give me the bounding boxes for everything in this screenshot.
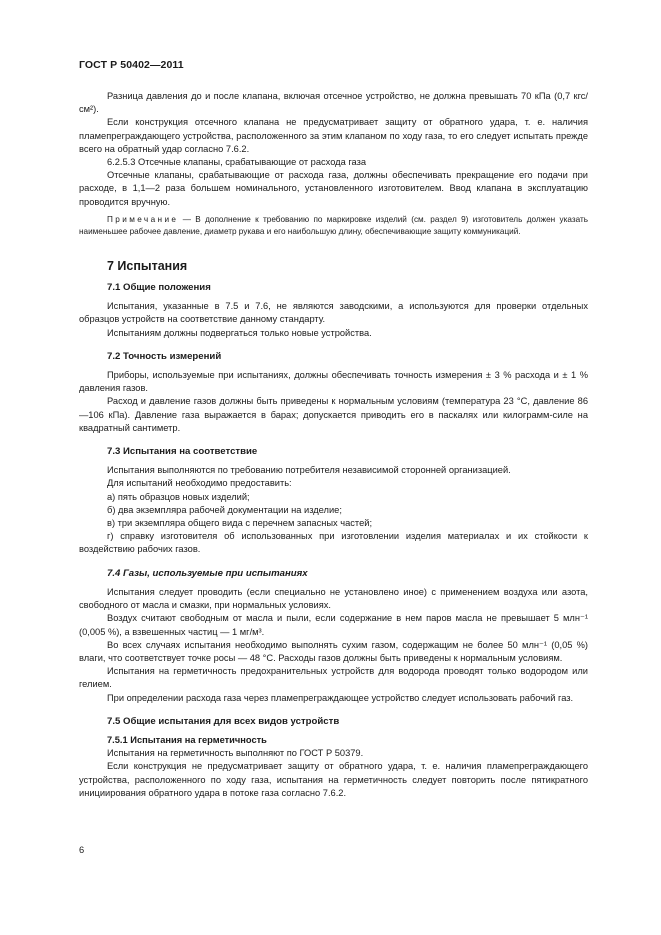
paragraph: Во всех случаях испытания необходимо выполнять сухим газом, содержащим не более 50 млн⁻¹ (0,05 %) влаги, что соответствует точке росы — 48 °С. Расходы газов должны быть приведены к нормальным условиям. xyxy=(79,639,588,663)
note-dash: — xyxy=(178,214,196,224)
clause-heading: 6.2.5.3 Отсечные клапаны, срабатывающие от расхода газа xyxy=(107,157,367,168)
section-7-2-title: 7.2 Точность измерений xyxy=(107,350,222,362)
paragraph: Расход и давление газов должны быть приведены к нормальным условиям (температура 23 °С, давление 86—106 кПа). Давление газа выражается в барах; допускается приводить его в паскалях или килограмм-силе на квадратный сантиметр. xyxy=(79,396,588,433)
list-item: а) пять образцов новых изделий; xyxy=(107,491,250,502)
paragraph: Испытания следует проводить (если специально не установлено иное) с применением воздуха или азота, свободного от масла и смазки, при нормальных условиях. xyxy=(79,586,588,611)
section-7-title: 7 Испытания xyxy=(107,258,188,273)
document-header: ГОСТ Р 50402—2011 xyxy=(79,59,184,71)
note-label: Примечание xyxy=(107,214,179,224)
section-7-1-title: 7.1 Общие положения xyxy=(107,282,211,294)
list-item: г) справку изготовителя об использованных при изготовлении изделия материалах и их стойкости к воздействию рабочих газов. xyxy=(79,531,588,555)
document-body xyxy=(79,90,588,800)
paragraph: Приборы, используемые при испытаниях, должны обеспечивать точность измерения ± 3 % расхода и ± 1 % давления газов. xyxy=(79,370,588,394)
section-7-5-1-title: 7.5.1 Испытания на герметичность xyxy=(107,734,267,745)
paragraph: Испытания, указанные в 7.5 и 7.6, не являются заводскими, а используются для проверки отдельных образцов устройств на соответствие данному стандарту. xyxy=(79,301,588,325)
paragraph: Испытания на герметичность предохранительных устройств для водорода проводят только водородом или гелием. xyxy=(79,666,588,690)
paragraph: Для испытаний необходимо предоставить: xyxy=(107,478,292,489)
note-text: В дополнение к требованию по маркировке изделий (см. раздел 9) изготовитель должен указать наименьшее рабочее давление, диаметр рукава и его наибольшую длину, обеспечивающие защиту коммуникаций. xyxy=(79,214,588,236)
intro-paragraph: Если конструкция отсечного клапана не предусматривает защиту от обратного удара, т. е. наличия пламепреграждающего устройства, расположенного за этим клапаном по ходу газа, то его следует испытать прежде всего на обратный удар согласно 7.6.2. xyxy=(79,117,588,154)
paragraph: Если конструкция не предусматривает защиту от обратного удара, т. е. наличия пламепреграждающего устройства, расположенного по ходу газа, испытания на герметичность следует повторить после пятикратного инициирования обратного удара в потоке газа согласно 7.6.2. xyxy=(79,761,588,798)
intro-paragraph: Разница давления до и после клапана, включая отсечное устройство, не должна превышать 70 кПа (0,7 кгс/см²). xyxy=(79,91,588,115)
paragraph: При определении расхода газа через пламепреграждающее устройство следует использовать рабочий газ. xyxy=(107,692,574,703)
paragraph: Воздух считают свободным от масла и пыли, если содержание в нем паров масла не превышает 5 млн⁻¹ (0,005 %), а взвешенных частиц — 1 мг/м³. xyxy=(79,613,588,637)
section-7-5-title: 7.5 Общие испытания для всех видов устройств xyxy=(107,715,340,727)
section-7-3-title: 7.3 Испытания на соответствие xyxy=(107,446,258,458)
list-item: в) три экземпляра общего вида с перечнем запасных частей; xyxy=(107,518,373,529)
paragraph: Испытания выполняются по требованию потребителя независимой сторонней организацией. xyxy=(107,465,511,476)
section-7-4-title: 7.4 Газы, используемые при испытаниях xyxy=(107,567,308,579)
paragraph: Испытания на герметичность выполняют по ГОСТ Р 50379. xyxy=(107,748,364,759)
intro-paragraph: Отсечные клапаны, срабатывающие от расхода газа, должны обеспечивать прекращение его подачи при расходе, в 1,1—2 раза большем номинального, установленного изготовителем. Ввод клапана в эксплуатацию проводится вручную. xyxy=(79,170,588,207)
note-block xyxy=(79,214,588,238)
paragraph: Испытаниям должны подвергаться только новые устройства. xyxy=(107,327,372,338)
list-item: б) два экземпляра рабочей документации на изделие; xyxy=(107,504,342,515)
page-number: 6 xyxy=(79,845,85,855)
